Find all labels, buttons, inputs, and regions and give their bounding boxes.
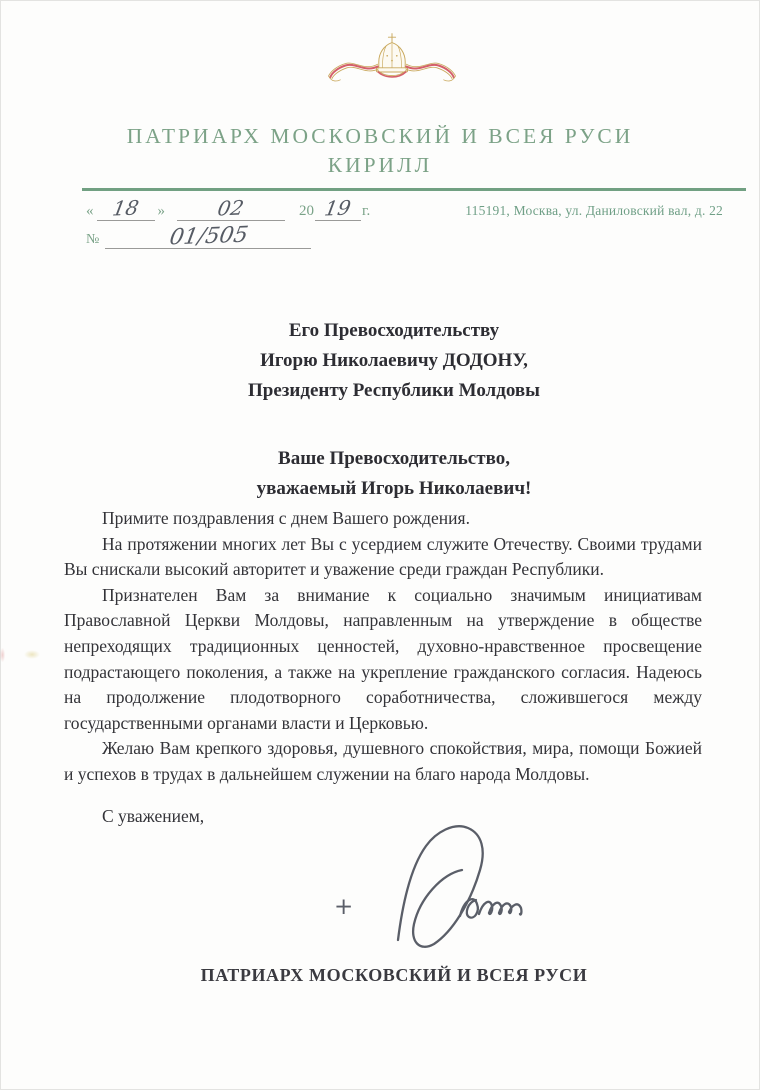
salutation-line: Ваше Превосходительство, [278,448,510,469]
date-line [86,196,370,221]
body-paragraph: Признателен Вам за внимание к социально значимым инициативам Православной Церкви Молдовы, направленным на утверждение в обществе непреходящих традиционных ценностей, духовно-нравственное просвещение подрастающего поколения, а также на укрепление гражданского согласия. Надеюсь на продолжение плодотворного соработничества, сложившегося между государственными органами власти и Церковью. [64,584,702,733]
open-quote: « [86,203,94,219]
patriarchal-mitre-ribbon-emblem [326,30,458,90]
body-paragraph: На протяжении многих лет Вы с усердием служите Отечеству. Своими трудами Вы снискали высокий авторитет и уважение среди граждан Республики. [64,533,702,580]
letter-body [64,506,702,829]
signature-cross: + [334,894,354,920]
handwritten-month: 02 [216,195,246,221]
patriarch-kirill-autograph [358,812,568,952]
year-label: г. [362,203,371,219]
closing-line: С уважением, [102,805,205,826]
letterhead-title-line2: КИРИЛЛ [327,153,433,177]
letterhead-address: 115191, Москва, ул. Даниловский вал, д. 22 [465,203,723,218]
letterhead-divider [82,188,746,191]
recipient-line: Его Превосходительству [288,320,500,341]
year-field [315,196,361,221]
recipient-line: Игорю Николаевичу ДОДОНУ, [260,350,528,371]
close-quote: » [157,203,165,219]
recipient-line: Президенту Республики Молдовы [248,380,540,401]
body-paragraph: Примите поздравления с днем Вашего рождения. [102,508,470,528]
body-paragraph: Желаю Вам крепкого здоровья, душевного спокойствия, мира, помощи Божией и успехов в трудах в дальнейшем служении на благо народа Молдовы. [64,738,702,784]
scan-smudge [0,648,5,662]
signature-block [320,812,580,957]
handwritten-day: 18 [110,195,141,221]
day-field [97,196,155,221]
month-field [177,196,285,221]
number-field [105,222,311,251]
handwritten-year: 19 [323,195,353,221]
footer-title: ПАТРИАРХ МОСКОВСКИЙ И ВСЕЯ РУСИ [200,965,588,985]
year-prefix: 20 [299,203,314,219]
scan-smudge [24,650,40,659]
handwritten-number: 01/505 [167,222,250,251]
salutation-block [14,444,760,504]
salutation-line: уважаемый Игорь Николаевич! [256,478,532,499]
letterhead-title-line1: ПАТРИАРХ МОСКОВСКИЙ И ВСЕЯ РУСИ [126,124,634,148]
letterhead-title [0,122,760,180]
recipient-block [14,316,760,406]
number-label: № [86,232,100,247]
reference-number-line [86,222,311,251]
